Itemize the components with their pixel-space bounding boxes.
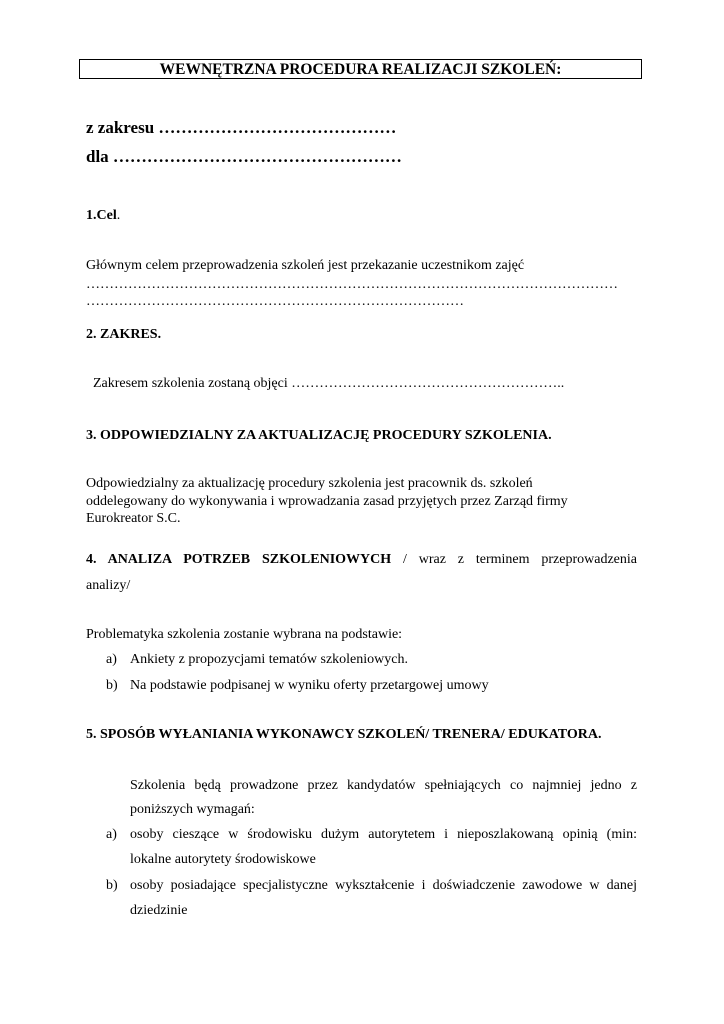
scope-line: z zakresu …………………………………… — [86, 118, 397, 137]
section-4-intro: Problematyka szkolenia zostanie wybrana na podstawie: — [86, 627, 403, 642]
section-1-dots-line-2: ……………………………………………………………………… — [86, 294, 464, 309]
section-1-heading-label: 1.Cel — [86, 208, 117, 223]
section-3-text-line-1: Odpowiedzialny za aktualizację procedury szkolenia jest pracownik ds. szkoleń — [86, 476, 533, 491]
list-item-marker: b) — [106, 678, 118, 693]
list-item-line-1: osoby cieszące w środowisku dużym autorytetem i nieposzlakowaną opinią (min: — [130, 827, 637, 842]
section-3-heading: 3. ODPOWIEDZIALNY ZA AKTUALIZACJĘ PROCEDURY SZKOLENIA. — [86, 428, 552, 443]
list-item-marker: a) — [106, 827, 117, 842]
section-4-heading-label: 4. ANALIZA POTRZEB SZKOLENIOWYCH — [86, 552, 392, 567]
section-1-dots-line-1: …………………………………………………………………………………………………… — [86, 277, 618, 292]
section-1-text: Głównym celem przeprowadzenia szkoleń jest przekazanie uczestnikom zajęć — [86, 258, 525, 273]
document-title: WEWNĘTRZNA PROCEDURA REALIZACJI SZKOLEŃ: — [79, 59, 642, 79]
section-4-heading-line-2: analizy/ — [86, 578, 131, 593]
list-item-line-2: lokalne autorytety środowiskowe — [130, 852, 316, 867]
section-3-text-line-3: Eurokreator S.C. — [86, 511, 181, 526]
section-5-intro-line-1: Szkolenia będą prowadzone przez kandydatów spełniających co najmniej jedno z — [130, 778, 637, 793]
section-3-text-line-2: oddelegowany do wykonywania i wprowadzania zasad przyjętych przez Zarząd firmy — [86, 494, 568, 509]
section-5-intro-line-2: poniższych wymagań: — [130, 802, 255, 817]
list-item-marker: a) — [106, 652, 117, 667]
section-4-heading — [86, 552, 637, 568]
list-item-line-1: osoby posiadające specjalistyczne wykształcenie i doświadczenie zawodowe w danej — [130, 878, 637, 893]
list-item-line-2: dziedzinie — [130, 903, 188, 918]
list-item: Ankiety z propozycjami tematów szkoleniowych. — [130, 652, 408, 667]
for-line: dla …………………………………………… — [86, 147, 402, 166]
section-1-heading — [86, 208, 120, 224]
list-item: Na podstawie podpisanej w wyniku oferty przetargowej umowy — [130, 678, 489, 693]
section-2-text: Zakresem szkolenia zostaną objęci ………………………………………………….. — [93, 376, 565, 391]
section-5-heading: 5. SPOSÓB WYŁANIANIA WYKONAWCY SZKOLEŃ/ TRENERA/ EDUKATORA. — [86, 727, 602, 742]
section-1-heading-tail: . — [116, 208, 121, 223]
section-4-heading-tail: / wraz z terminem przeprowadzenia — [391, 552, 637, 567]
list-item-marker: b) — [106, 878, 118, 893]
section-2-heading: 2. ZAKRES. — [86, 327, 162, 342]
